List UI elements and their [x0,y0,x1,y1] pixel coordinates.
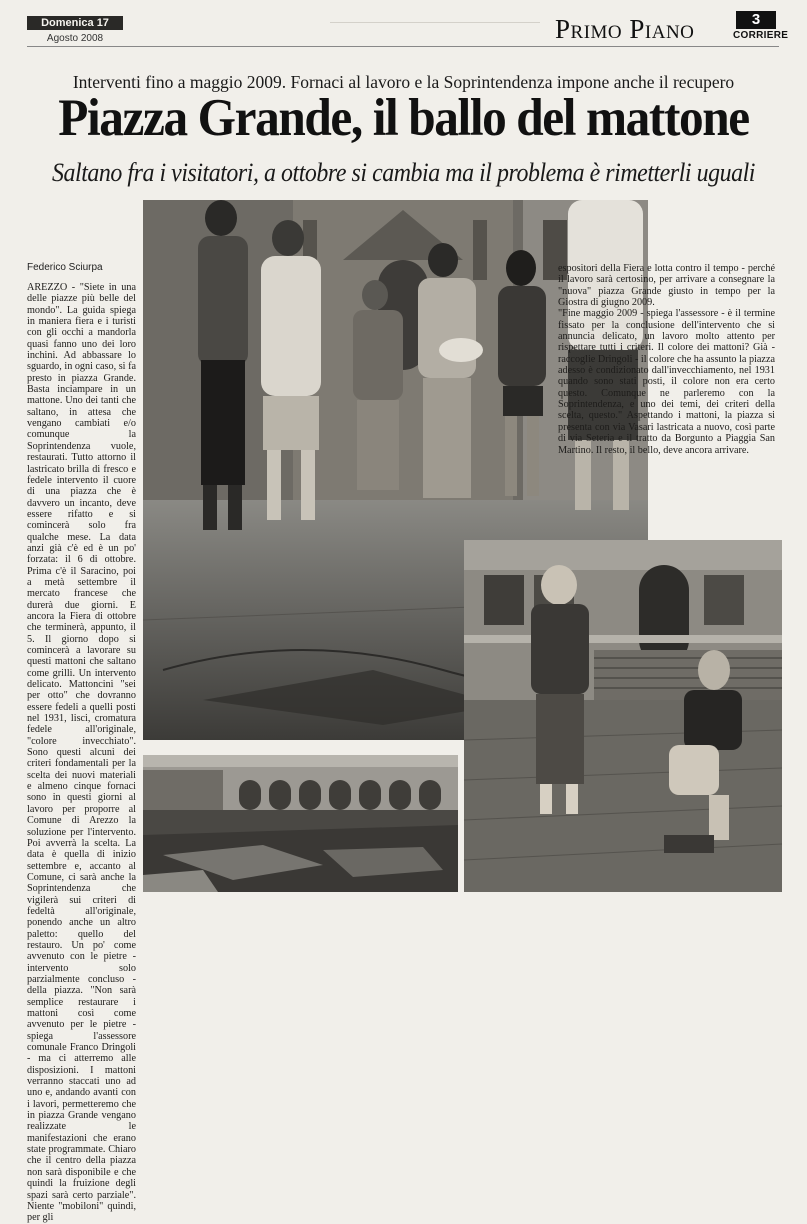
headline-subtitle: Saltano fra i visitatori, a ottobre si cambia ma il problema è rimetterli uguali [52,158,755,187]
article-left-column [27,282,136,1224]
page-number: 3 [736,11,776,29]
headline-title: Piazza Grande, il ballo del mattone [58,89,749,147]
issue-day: Domenica 17 [27,16,123,30]
right-column-paragraph: "Fine maggio 2009 - spiega l'assessore - è il termine fissato per la conclusione dell'intervento che si annuncia delicato, un lavoro molto attento per rispettare tutti i criteri. Il colore dei mattoni? Già - raccoglie Dringoli - il colore che ha assunto la piazza adesso è condizionato dall'invecchiamento, nel 1931 quando sono stati posti, il colore non era certo questo. Comunque ne parleremo con la Soprintendenza, e uno dei temi, dei criteri della scelta, questo." Aspettando i mattoni, la piazza si presenta con via Vasari lastricata a nuovo, così parte di via Seteria e il tratto da Borgunto a Piaggia San Martino. Il resto, il bello, deve ancora arrivare. [558,308,775,456]
newspaper-name: CORRIERE [733,30,789,41]
children-on-bricks-photo [464,540,782,892]
headline-kicker: Interventi fino a maggio 2009. Fornaci al lavoro e la Soprintendenza impone anche il recupero [72,72,735,92]
article-right-column [558,263,775,538]
article-byline: Federico Sciurpa [27,262,103,273]
right-column-paragraph: espositori della Fiera e lotta contro il tempo - perché il lavoro sarà certosino, per arrivare a consegnare la "nuova" piazza Grande giusto in tempo per la Giostra di giugno 2009. [558,263,775,309]
piazza-grande-pavement-photo [143,755,458,892]
issue-month-year: Agosto 2008 [46,33,104,44]
masthead-rule [27,46,779,47]
masthead-divider-faint [330,22,540,33]
left-column-paragraph: AREZZO - "Siete in una delle piazze più belle del mondo". La guida spiega in maniera fiera e i turisti con gli occhi a mandorla quasi fanno uno dei loro inchini. Ad abbassare lo sguardo, in ogni caso, si fa presto in piazza Grande. Basta inciampare in un mattone. Uno dei tanti che saltano, in attesa che vengano cambiati e/o comunque la Soprintendenza vuole, restaurati. Tutto attorno il lastricato brilla di fresco e fedele intervento il cuore di una piazza che è davvero un incanto, deve essere rifatto e si comincerà solo fra qualche mese. La data anzi già c'è ed è un po' forzata: il 6 di ottobre. Prima c'è il Saracino, poi a metà settembre il mercato francese che durerà due giorni. E ancora la Fiera di ottobre che terminerà, appunto, il 5. Il giorno dopo si comincerà a lavorare su questi mattoni che saltano come grilli. Un intervento delicato. Mattoncini "sei per otto" che dovranno essere fedeli a quelli posti nel 1931, lisci, cromatura fedele all'originale, "colore invecchiato". Sono questi alcuni dei criteri fondamentali per la scelta dei nuovi materiali e almeno cinque fornaci sono in questi giorni al lavoro per proporre al Comune di Arezzo la soluzione per l'intervento. Poi avverrà la scelta. La data è quella di inizio settembre e, accanto al Comune, ci sarà anche la Soprintendenza che vigilerà sui criteri di fedeltà all'originale, ponendo anche un altro paletto: quello del restauro. Un po' come avvenuto con le pietre - intervento solo parzialmente concluso - della piazza. "Non sarà semplice restaurare i mattoni così come avvenuto per le pietre - spiega l'assessore comunale Franco Dringoli - ma ci atterremo alle disposizioni. I mattoni verranno staccati uno ad uno e, andando avanti con i lavori, permetteremo che in piazza Grande vengano realizzate le manifestazioni che erano state programmate. Chiaro che il centro della piazza non sarà disponibile e che quindi la fruizione degli spazi sarà certo parziale". Niente "mobiloni" quindi, per gli [27,282,136,1224]
section-title: Primo Piano [555,14,695,44]
